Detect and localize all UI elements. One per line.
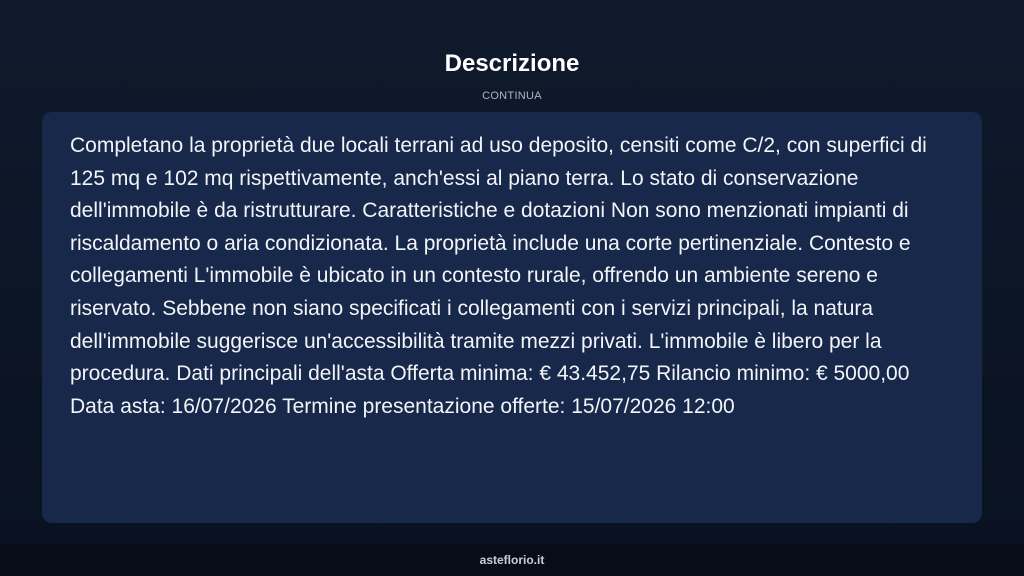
- site-name: asteflorio.it: [479, 553, 545, 567]
- description-text: Completano la proprietà due locali terrani ad uso deposito, censiti come C/2, con superfici di 125 mq e 102 mq rispettivamente, anch'essi al piano terra. Lo stato di conservazione dell'immobile è da ristrutturare. Caratteristiche e dotazioni Non sono menzionati impianti di riscaldamento o aria condizionata. La proprietà include una corte pertinenziale. Contesto e collegamenti L'immobile è ubicato in un contesto rurale, offrendo un ambiente sereno e riservato. Sebbene non siano specificati i collegamenti con i servizi principali, la natura dell'immobile suggerisce un'accessibilità tramite mezzi privati. L'immobile è libero per la procedura. Dati principali dell'asta Offerta minima: € 43.452,75 Rilancio minimo: € 5000,00 Data asta: 16/07/2026 Termine presentazione offerte: 15/07/2026 12:00: [70, 134, 927, 418]
- footer-bar: [0, 544, 1024, 576]
- continua-label: CONTINUA: [482, 90, 542, 102]
- page-header: [0, 48, 1024, 103]
- page-title: Descrizione: [444, 50, 580, 77]
- description-card: [42, 112, 982, 523]
